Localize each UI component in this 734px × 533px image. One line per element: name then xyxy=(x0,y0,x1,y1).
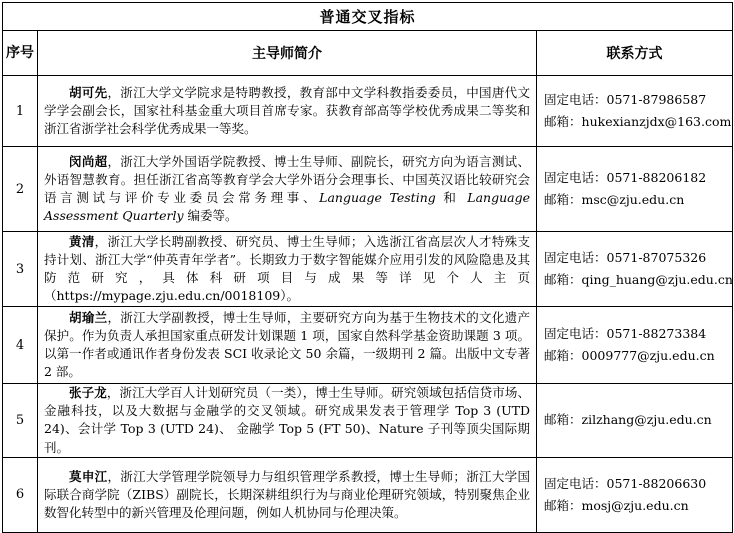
table-row xyxy=(3,147,733,232)
email-link[interactable]: hukexianzjdx@163.com xyxy=(581,114,732,129)
bio-text: ，浙江大学外国语学院教授、博士生导师、副院长，研究方向为语言测试、外语智慧教育。担任浙江省高等教育学会大学外语分会理事长、中国英汉语比较研究会语言测试与评价专业委员会常务理事、 xyxy=(44,153,530,205)
email-label: 邮箱： xyxy=(544,114,582,129)
supervisor-bio xyxy=(38,457,537,532)
header-index: 序号 xyxy=(3,31,38,76)
supervisor-name: 张子龙 xyxy=(69,385,107,400)
table-row xyxy=(3,457,733,532)
table-title: 普通交叉指标 xyxy=(3,3,733,31)
contact-info xyxy=(537,457,733,532)
header-contact: 联系方式 xyxy=(537,31,733,76)
bio-text: ，浙江大学百人计划研究员（一类），博士生导师。研究领域包括信贷市场、金融科技，以及大数据与金融学的交叉领域。研究成果发表于管理学 Top 3 (UTD 24)、会计学 Top 3 (UTD 24)、 金融学 Top 5 (FT 50)、Nature 子刊等顶尖国际期刊。 xyxy=(44,385,530,455)
header-row xyxy=(3,31,733,76)
phone-value: 0571-88206630 xyxy=(606,475,707,491)
email-label: 邮箱： xyxy=(544,348,582,363)
supervisor-bio xyxy=(38,384,537,458)
supervisor-name: 黄清 xyxy=(69,233,95,249)
phone-line xyxy=(544,473,732,495)
email-line xyxy=(544,111,732,133)
journal-name: Language Testing xyxy=(319,190,436,205)
row-index: 1 xyxy=(3,76,38,147)
bio-text: ，浙江大学副教授，博士生导师，主要研究方向为基于生物技术的文化遗产保护。作为负责人承担国家重点研发计划课题 1 项，国家自然科学基金资助课题 3 项。以第一作者或通讯作者身份发表 SCI 收录论文 50 余篇，一级期刊 2 篇。出版中文专著 2 部。 xyxy=(44,309,530,380)
supervisor-table xyxy=(2,2,733,533)
bio-text: 和 xyxy=(435,190,468,205)
row-index: 2 xyxy=(3,147,38,232)
contact-info xyxy=(537,232,733,307)
supervisor-bio xyxy=(38,76,537,147)
header-intro: 主导师简介 xyxy=(38,31,537,76)
phone-value: 0571-87986587 xyxy=(606,92,707,107)
row-index: 3 xyxy=(3,232,38,307)
bio-text: 编委等。 xyxy=(183,208,238,224)
supervisor-bio xyxy=(38,147,537,232)
phone-line xyxy=(544,247,732,269)
phone-label: 固定电话： xyxy=(544,326,607,341)
phone-value: 0571-87075326 xyxy=(606,250,707,265)
contact-info xyxy=(537,76,733,147)
title-row xyxy=(3,3,733,31)
email-line xyxy=(544,495,732,517)
email-link[interactable]: mosj@zju.edu.cn xyxy=(581,497,689,513)
phone-line xyxy=(544,323,732,345)
supervisor-name: 胡可先 xyxy=(69,84,108,100)
email-label: 邮箱： xyxy=(544,272,582,287)
table-row xyxy=(3,232,733,307)
email-line xyxy=(544,269,732,291)
phone-value: 0571-88273384 xyxy=(606,326,707,341)
contact-info xyxy=(537,307,733,384)
table-row xyxy=(3,76,733,147)
phone-label: 固定电话： xyxy=(544,170,607,185)
bio-text: ，浙江大学管理学院领导力与组织管理学系教授，博士生导师；浙江大学国际联合商学院（ZIBS）副院长，长期深耕组织行为与商业伦理研究领域，特别聚焦企业数智化转型中的新兴管理及伦理问题，例如人机协同与伦理决策。 xyxy=(44,468,530,520)
table-row xyxy=(3,307,733,384)
email-link[interactable]: msc@zju.edu.cn xyxy=(581,192,685,207)
email-line xyxy=(544,345,732,367)
contact-info xyxy=(537,147,733,232)
email-line xyxy=(544,189,732,211)
phone-label: 固定电话： xyxy=(544,250,607,265)
email-label: 邮箱： xyxy=(544,192,582,207)
phone-line xyxy=(544,89,732,111)
bio-text: ，浙江大学文学院求是特聘教授，教育部中文学科教指委委员，中国唐代文学学会副会长，国家社科基金重大项目首席专家。获教育部高等学校优秀成果二等奖和浙江省浙学社会科学优秀成果一等奖。 xyxy=(44,84,530,137)
row-index: 6 xyxy=(3,457,38,532)
contact-info xyxy=(537,384,733,458)
email-link[interactable]: qing_huang@zju.edu.cn xyxy=(581,272,733,287)
phone-label: 固定电话： xyxy=(544,475,607,491)
journal-name: Language Assessment Quarterly xyxy=(44,190,530,224)
supervisor-bio xyxy=(38,307,537,384)
supervisor-name: 胡瑜兰 xyxy=(69,309,108,325)
email-link[interactable]: 0009777@zju.edu.cn xyxy=(581,348,715,363)
phone-label: 固定电话： xyxy=(544,92,607,107)
supervisor-name: 闵尚超 xyxy=(69,153,108,169)
email-link[interactable]: zilzhang@zju.edu.cn xyxy=(581,412,712,428)
table-row xyxy=(3,384,733,458)
row-index: 5 xyxy=(3,384,38,458)
email-label: 邮箱： xyxy=(544,412,582,428)
phone-value: 0571-88206182 xyxy=(606,170,707,185)
bio-text: ，浙江大学长聘副教授、研究员、博士生导师；入选浙江省高层次人才特殊支持计划、浙江大学“仲英青年学者”。长期致力于数字智能媒介应用引发的风险隐患及其防范研究，具体科研项目与成果等详见个人主页（https://mypage.zju.edu.cn/0018109）。 xyxy=(44,233,530,304)
supervisor-name: 莫申江 xyxy=(69,468,108,484)
email-label: 邮箱： xyxy=(544,497,582,513)
email-line xyxy=(544,409,732,431)
phone-line xyxy=(544,167,732,189)
indicator-sheet xyxy=(2,2,733,520)
row-index: 4 xyxy=(3,307,38,384)
supervisor-bio xyxy=(38,232,537,307)
